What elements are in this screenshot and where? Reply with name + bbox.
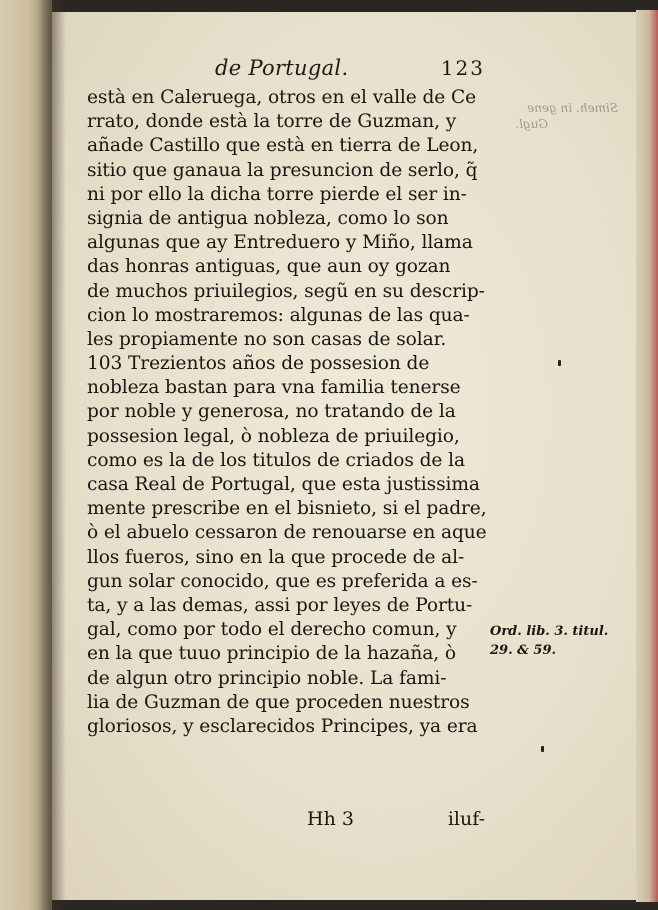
body-text (87, 86, 487, 739)
running-head: de Portugal. (215, 56, 349, 80)
text-line: algunas que ay Entreduero y Miño, llama (87, 232, 473, 254)
text-line: nobleza bastan para vna familia tenerse (87, 377, 461, 399)
text-line: gun solar conocido, que es preferida a es- (87, 570, 478, 592)
text-line: 103 Trezientos años de possesion de (87, 353, 430, 375)
text-line: por noble y generosa, no tratando de la (87, 401, 456, 423)
page-fore-edge (636, 10, 658, 902)
text-line: de muchos priuilegios, segũ en su descrip- (87, 280, 485, 302)
text-line: como es la de los titulos de criados de la (87, 449, 465, 471)
text-line: en la que tuuo principio de la hazaña, ò (87, 643, 456, 665)
text-line: lia de Guzman de que proceden nuestros (87, 691, 470, 713)
text-line: de algun otro principio noble. La fami- (87, 667, 447, 689)
margin-citation-line: 29. & 59. (490, 643, 557, 658)
margin-citation (490, 622, 630, 660)
text-line: gloriosos, y esclarecidos Principes, ya era (87, 715, 478, 737)
page-header (215, 56, 485, 86)
text-line: ta, y a las demas, assi por leyes de Portu- (87, 594, 473, 616)
text-line: possesion legal, ò nobleza de priuilegio, (87, 425, 460, 447)
text-line: cion lo mostraremos: algunas de las qua- (87, 304, 470, 326)
page-number: 123 (440, 56, 485, 80)
text-line: ni por ello la dicha torre pierde el ser in- (87, 183, 467, 205)
text-line: rrato, donde està la torre de Guzman, y (87, 111, 457, 133)
bleed-through-note (488, 100, 618, 132)
signature-mark: Hh 3 (307, 808, 354, 830)
binding-gutter (38, 0, 66, 910)
text-line: signia de antigua nobleza, como lo son (87, 207, 449, 229)
text-line: casa Real de Portugal, que esta justissima (87, 474, 480, 495)
ink-speck (558, 360, 561, 366)
text-line: llos fueros, sino en la que procede de al- (87, 546, 465, 568)
margin-citation-line: Ord. lib. 3. titul. (490, 624, 609, 639)
page-footer (87, 808, 487, 834)
text-line: gal, como por todo el derecho comun, y (87, 619, 457, 641)
text-line: añade Castillo que està en tierra de Leon, (87, 135, 479, 157)
text-line: les propiamente no son casas de solar. (87, 328, 447, 350)
text-line: mente prescribe en el bisnieto, si el padre, (87, 498, 487, 520)
text-line: està en Caleruega, otros en el valle de Ce (87, 87, 477, 108)
text-line: das honras antiguas, que aun oy gozan (87, 256, 451, 278)
text-line: sitio que ganaua la presuncion de serlo, q̃ (87, 159, 478, 181)
ink-speck (541, 746, 544, 752)
bleed-through-line: Simeh. in gene (527, 101, 618, 115)
text-line: ò el abuelo cessaron de renouarse en aque (87, 522, 487, 544)
catchword: iluf- (447, 808, 485, 830)
bleed-through-line: Gugl. (515, 117, 548, 131)
